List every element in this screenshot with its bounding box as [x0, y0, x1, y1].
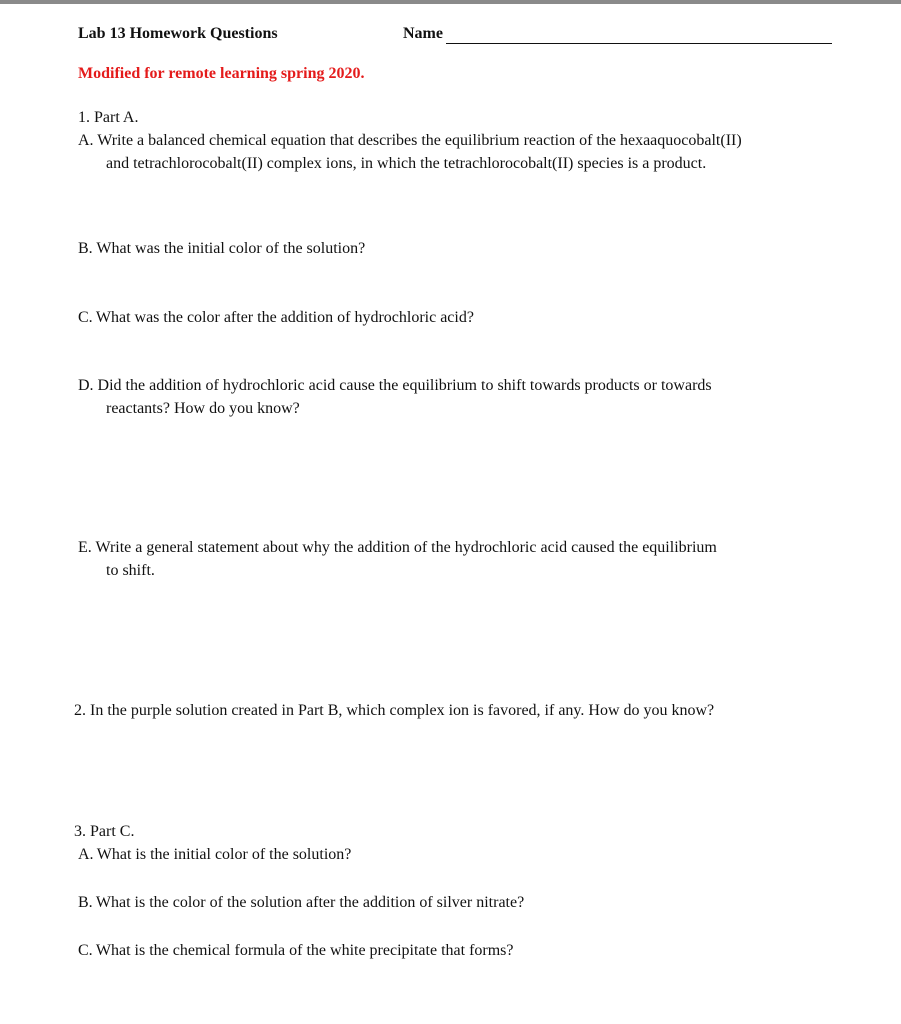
q1d-text-line1: D. Did the addition of hydrochloric acid cause the equilibrium to shift towards products or towards: [78, 377, 712, 394]
top-border: [0, 0, 901, 4]
q3-heading: 3. Part C.: [74, 823, 135, 840]
q1a-text-line2: and tetrachlorocobalt(II) complex ions, in which the tetrachlorocobalt(II) species is a product.: [106, 155, 707, 172]
q1c-text: C. What was the color after the addition of hydrochloric acid?: [78, 309, 474, 326]
q1e-text-line1: E. Write a general statement about why the addition of the hydrochloric acid caused the equilibrium: [78, 539, 717, 556]
q3c-text: C. What is the chemical formula of the white precipitate that forms?: [78, 942, 514, 959]
q3a-text: A. What is the initial color of the solution?: [78, 846, 352, 863]
q1a-text-line1: A. Write a balanced chemical equation that describes the equilibrium reaction of the hexaaquocobalt(II): [78, 132, 742, 149]
q1-heading: 1. Part A.: [78, 109, 139, 126]
q1b-text: B. What was the initial color of the solution?: [78, 240, 366, 257]
document-title: Lab 13 Homework Questions: [78, 25, 278, 42]
modified-note: Modified for remote learning spring 2020.: [78, 65, 365, 82]
q3b-text: B. What is the color of the solution after the addition of silver nitrate?: [78, 894, 525, 911]
q2-text: 2. In the purple solution created in Part B, which complex ion is favored, if any. How do you know?: [74, 702, 715, 719]
q1d-text-line2: reactants? How do you know?: [106, 400, 300, 417]
name-blank-line: [446, 43, 832, 44]
q1e-text-line2: to shift.: [106, 562, 155, 579]
name-label: Name: [403, 25, 443, 42]
